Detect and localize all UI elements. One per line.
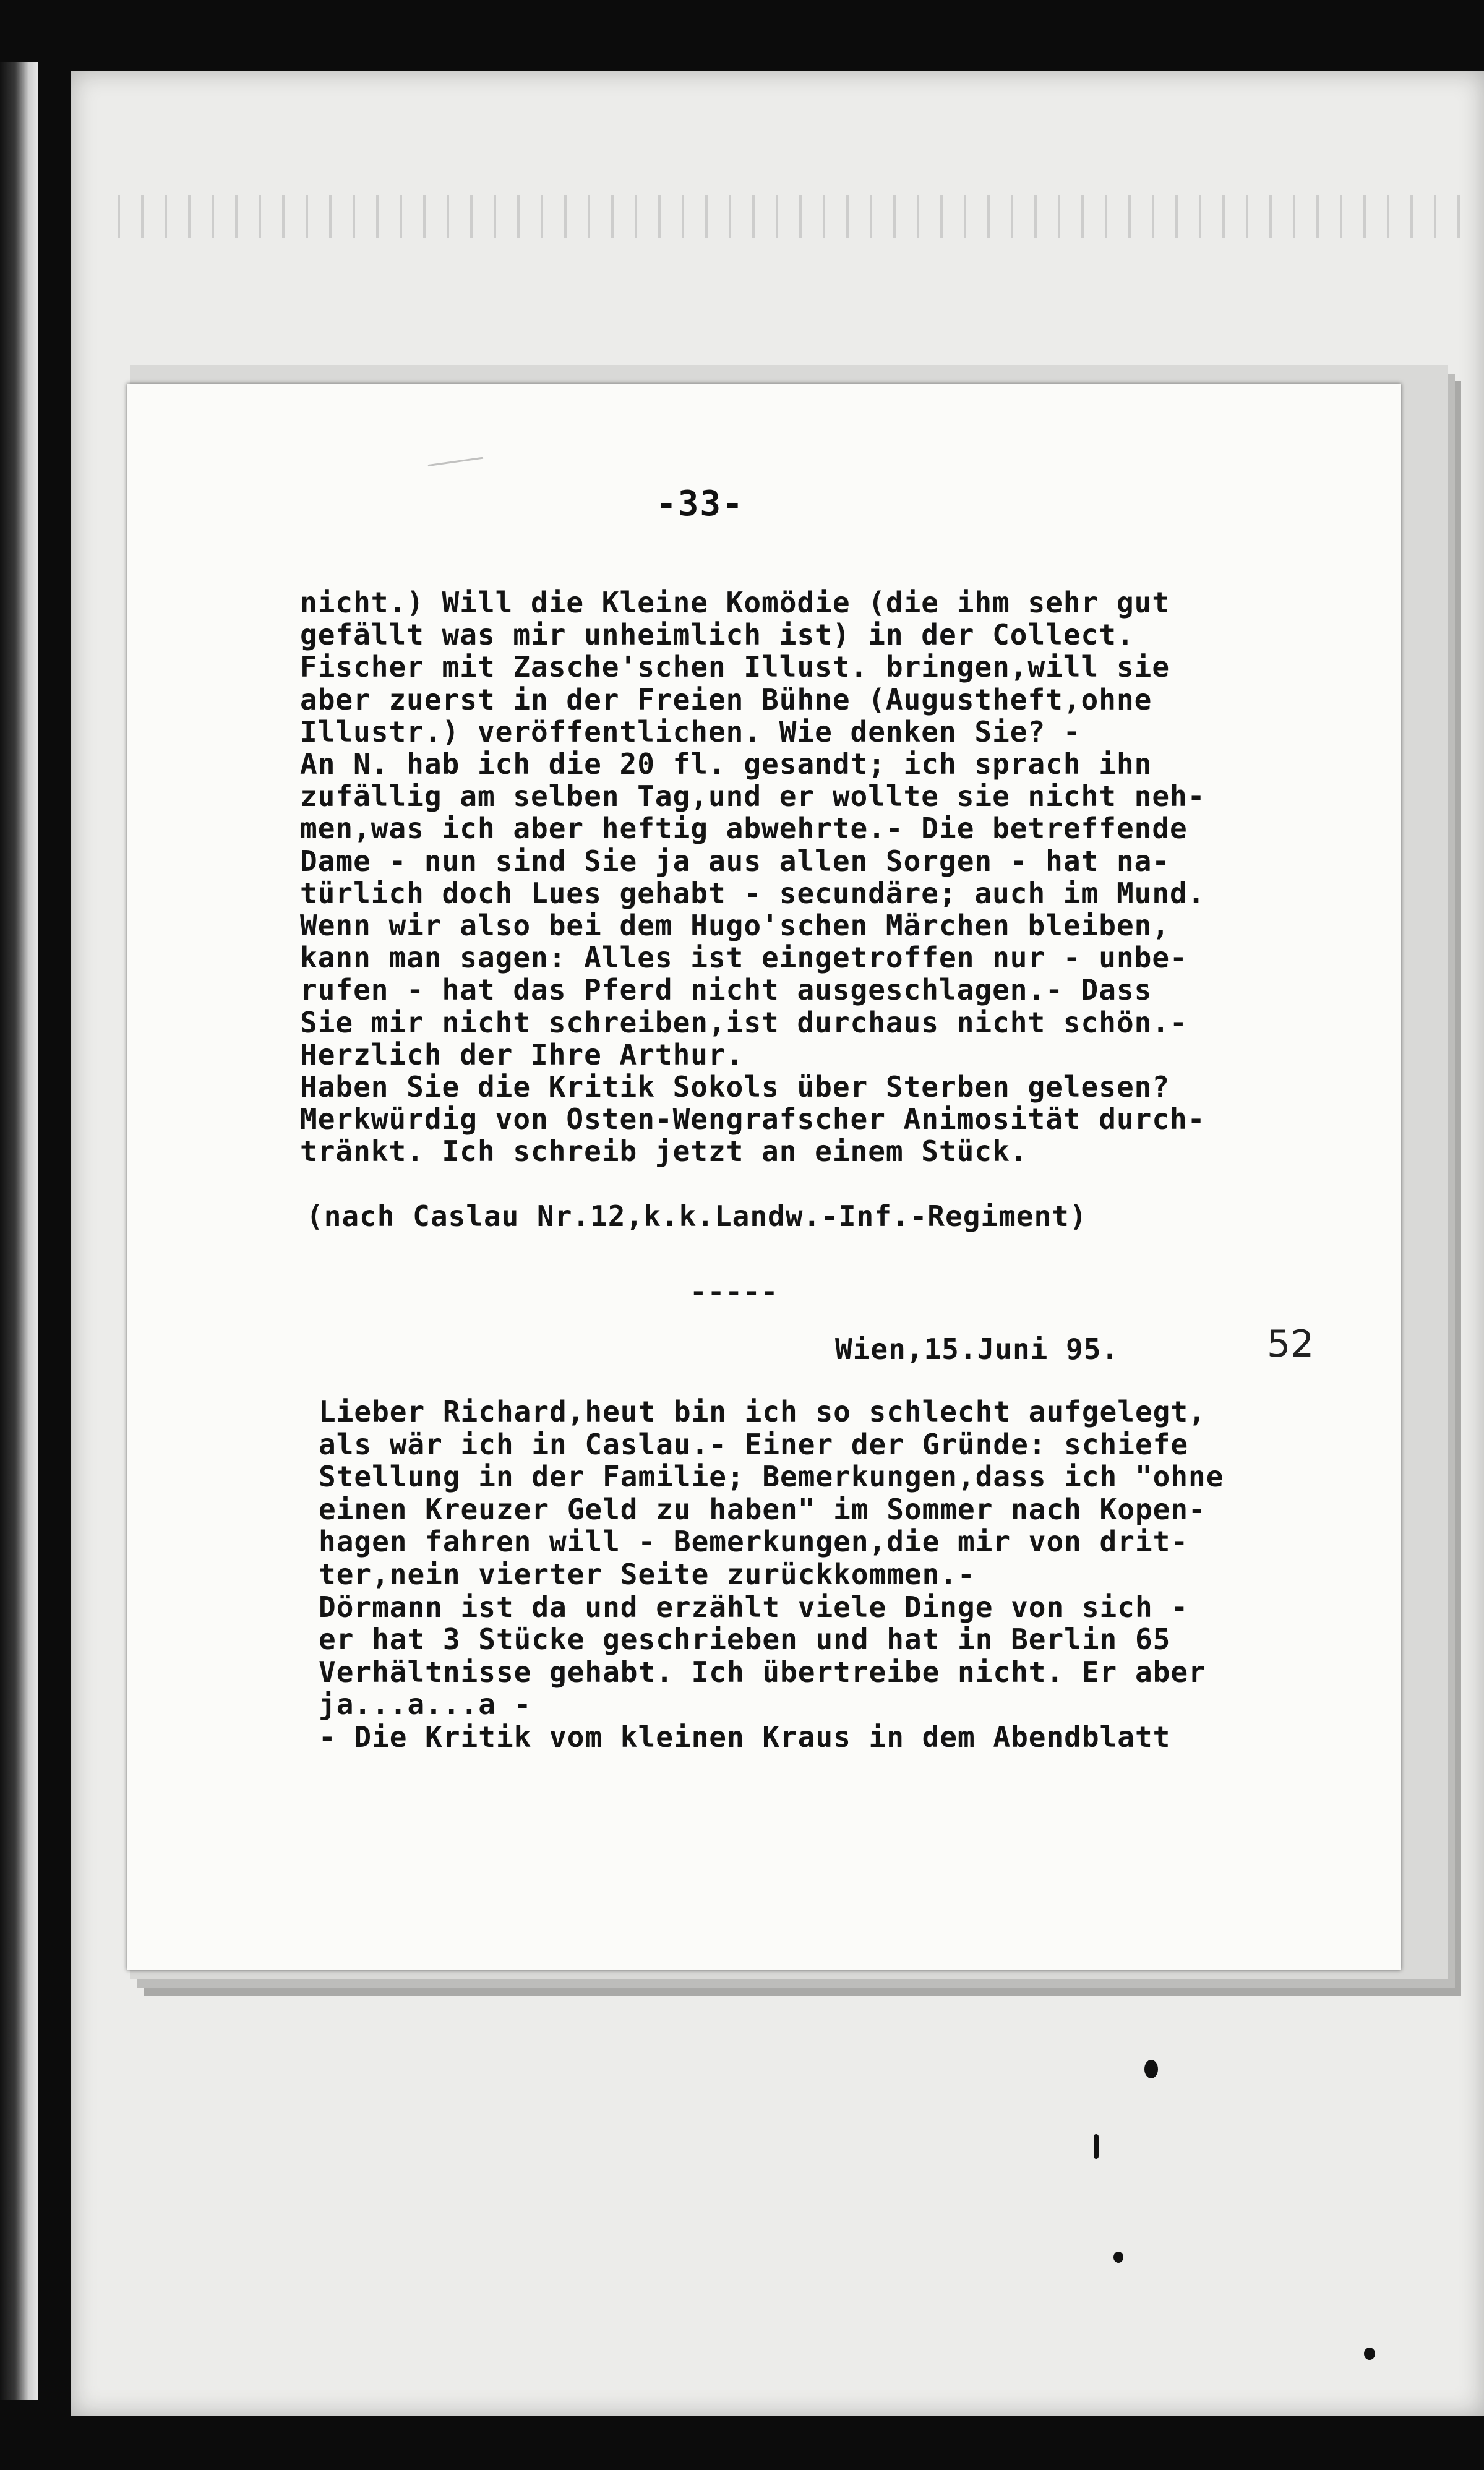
folio-number: 52 bbox=[1267, 1323, 1315, 1366]
text-line: Herzlich der Ihre Arthur. bbox=[300, 1037, 744, 1071]
text-line: Lieber Richard,heut bin ich so schlecht aufgelegt, bbox=[319, 1395, 1206, 1428]
text-line: aber zuerst in der Freien Bühne (Augustheft,ohne bbox=[300, 682, 1152, 716]
text-line: hagen fahren will - Bemerkungen,die mir von drit- bbox=[319, 1525, 1189, 1559]
left-page-edge bbox=[0, 62, 38, 2400]
text-line: Sie mir nicht schreiben,ist durchaus nicht schön.- bbox=[300, 1005, 1188, 1039]
text-line: zufällig am selben Tag,und er wollte sie nicht neh- bbox=[300, 779, 1206, 813]
text-line: Dörmann ist da und erzählt viele Dinge von sich - bbox=[319, 1590, 1189, 1624]
text-line: Wenn wir also bei dem Hugo'schen Märchen bleiben, bbox=[300, 909, 1170, 943]
text-line: einen Kreuzer Geld zu haben" im Sommer nach Kopen- bbox=[319, 1492, 1206, 1526]
text-line: Dame - nun sind Sie ja aus allen Sorgen - hat na- bbox=[300, 844, 1170, 878]
text-line: Haben Sie die Kritik Sokols über Sterben gelesen? bbox=[300, 1070, 1170, 1104]
text-line: men,was ich aber heftig abwehrte.- Die betreffende bbox=[300, 812, 1188, 846]
text-line: gefällt was mir unheimlich ist) in der Collect. bbox=[300, 618, 1134, 652]
text-line: tränkt. Ich schreib jetzt an einem Stück. bbox=[300, 1134, 1028, 1169]
text-line: er hat 3 Stücke geschrieben und hat in Berlin 65 bbox=[319, 1623, 1171, 1657]
text-line: Verhältnisse gehabt. Ich übertreibe nicht. Er aber bbox=[319, 1655, 1206, 1689]
separator: ----- bbox=[690, 1275, 779, 1308]
text-line: rufen - hat das Pferd nicht ausgeschlagen.- Dass bbox=[300, 973, 1152, 1007]
text-line: als wär ich in Caslau.- Einer der Gründe: schiefe bbox=[319, 1427, 1189, 1461]
text-line: Stellung in der Familie; Bemerkungen,dass ich "ohne bbox=[319, 1460, 1224, 1494]
letter-1-body bbox=[300, 586, 1205, 1168]
text-line: türlich doch Lues gehabt - secundäre; auch im Mund. bbox=[300, 876, 1206, 910]
text-line: Merkwürdig von Osten-Wengrafscher Animosität durch- bbox=[300, 1102, 1206, 1136]
text-line: nicht.) Will die Kleine Komödie (die ihm sehr gut bbox=[300, 586, 1170, 619]
ink-speck bbox=[1364, 2348, 1375, 2360]
text-line: Illustr.) veröffentlichen. Wie denken Sie? - bbox=[300, 714, 1081, 748]
page-number: -33- bbox=[656, 484, 744, 524]
text-line: - Die Kritik vom kleinen Kraus in dem Abendblatt bbox=[319, 1720, 1171, 1754]
text-line: ter,nein vierter Seite zurückkommen.- bbox=[319, 1557, 976, 1591]
letter-2-body bbox=[319, 1396, 1224, 1754]
bleed-through-text bbox=[118, 195, 1466, 238]
text-line: An N. hab ich die 20 fl. gesandt; ich sprach ihn bbox=[300, 747, 1152, 781]
text-line: ja...a...a - bbox=[319, 1687, 532, 1722]
address-note: (nach Caslau Nr.12,k.k.Landw.-Inf.-Regiment) bbox=[306, 1199, 1087, 1233]
ink-speck bbox=[1144, 2060, 1158, 2078]
text-line: kann man sagen: Alles ist eingetroffen nur - unbe- bbox=[300, 941, 1188, 975]
ink-speck bbox=[1113, 2252, 1123, 2263]
ink-speck bbox=[1094, 2134, 1099, 2159]
date-line: Wien,15.Juni 95. bbox=[835, 1332, 1120, 1366]
text-line: Fischer mit Zasche'schen Illust. bringen,will sie bbox=[300, 650, 1170, 684]
